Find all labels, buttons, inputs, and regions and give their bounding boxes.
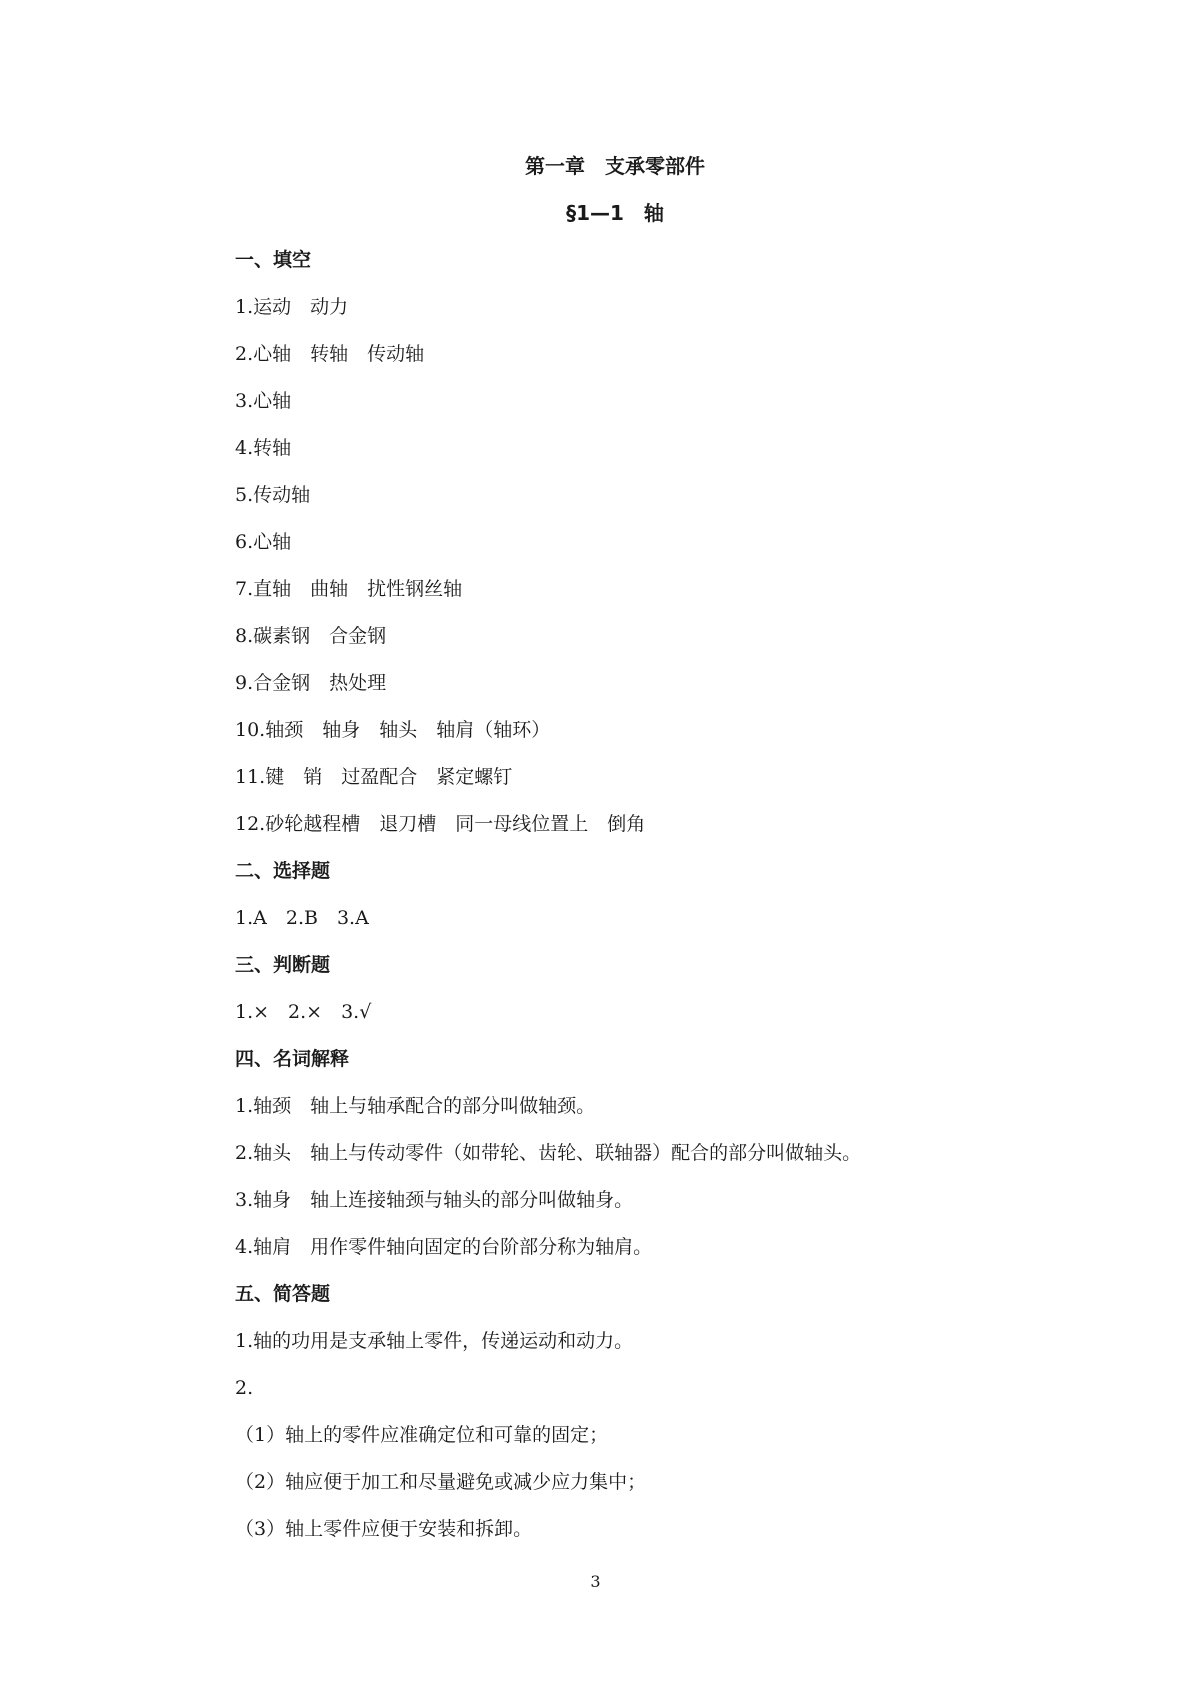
fill-in-item: 6.心轴	[235, 531, 292, 553]
page-number: 3	[590, 1572, 601, 1591]
fill-in-heading: 一、填空	[235, 249, 312, 271]
fill-in-item: 3.心轴	[235, 390, 292, 412]
short-answer-item: 2.	[235, 1377, 254, 1399]
short-answer-item: 1.轴的功用是支承轴上零件，传递运动和动力。	[235, 1330, 634, 1352]
fill-in-item: 12.砂轮越程槽 退刀槽 同一母线位置上 倒角	[235, 813, 646, 835]
judge-heading: 三、判断题	[235, 954, 331, 976]
choice-answers: 1.A 2.B 3.A	[235, 907, 369, 929]
fill-in-item: 7.直轴 曲轴 扰性钢丝轴	[235, 578, 463, 600]
term-item: 1.轴颈 轴上与轴承配合的部分叫做轴颈。	[235, 1095, 596, 1117]
fill-in-item: 4.转轴	[235, 437, 292, 459]
fill-in-item: 9.合金钢 热处理	[235, 672, 387, 694]
judge-answers: 1.× 2.× 3.√	[235, 1001, 372, 1023]
fill-in-item: 1.运动 动力	[235, 296, 349, 318]
term-item: 2.轴头 轴上与传动零件（如带轮、齿轮、联轴器）配合的部分叫做轴头。	[235, 1142, 862, 1164]
fill-in-item: 5.传动轴	[235, 484, 311, 506]
term-item: 4.轴肩 用作零件轴向固定的台阶部分称为轴肩。	[235, 1236, 653, 1258]
fill-in-item: 11.键 销 过盈配合 紧定螺钉	[235, 766, 513, 788]
fill-in-item: 10.轴颈 轴身 轴头 轴肩（轴环）	[235, 719, 551, 741]
short-answer-heading: 五、简答题	[235, 1283, 331, 1305]
short-answer-item: （1）轴上的零件应准确定位和可靠的固定；	[235, 1424, 609, 1446]
section-title: §1—1 轴	[566, 201, 664, 225]
page-content	[235, 152, 995, 1562]
fill-in-item: 2.心轴 转轴 传动轴	[235, 343, 425, 365]
chapter-title: 第一章 支承零部件	[525, 154, 705, 178]
short-answer-item: （3）轴上零件应便于安装和拆卸。	[235, 1518, 533, 1540]
terms-heading: 四、名词解释	[235, 1048, 350, 1070]
term-item: 3.轴身 轴上连接轴颈与轴头的部分叫做轴身。	[235, 1189, 634, 1211]
fill-in-item: 8.碳素钢 合金钢	[235, 625, 387, 647]
short-answer-item: （2）轴应便于加工和尽量避免或减少应力集中；	[235, 1471, 647, 1493]
choice-heading: 二、选择题	[235, 860, 331, 882]
